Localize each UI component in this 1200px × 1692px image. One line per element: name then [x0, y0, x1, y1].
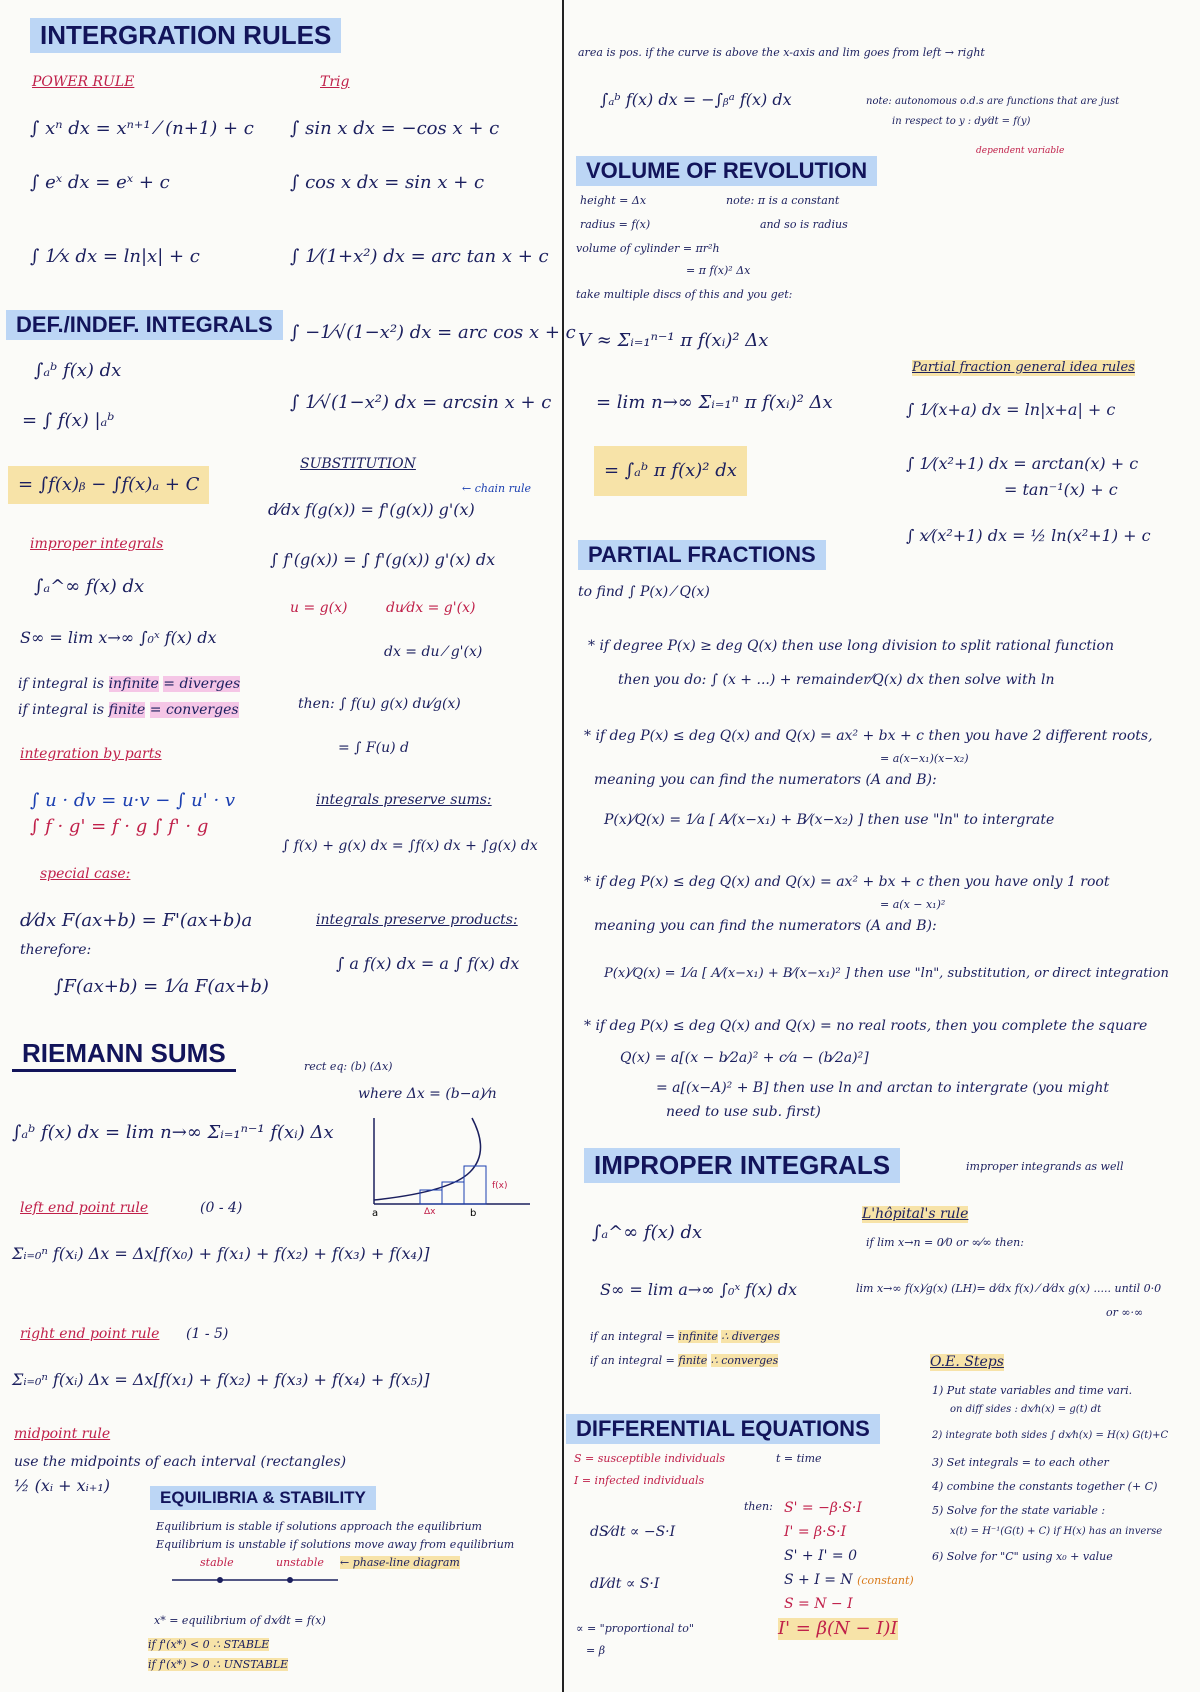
column-divider: [562, 0, 564, 1692]
improper-right-3a: if an integral =: [590, 1330, 675, 1343]
substitution-4: dx = du ⁄ g'(x): [384, 644, 483, 660]
partial-case-4d: need to use sub. first): [666, 1104, 821, 1120]
improper-left-3c: = diverges: [163, 676, 241, 692]
area-note-3: dependent variable: [976, 146, 1065, 156]
riemann-where: where Δx = (b−a)⁄n: [358, 1086, 497, 1102]
phase-line-point-2: [287, 1577, 293, 1583]
right-endpoint-title: right end point rule: [20, 1326, 160, 1342]
trig-rule-4: ∫ −1⁄√(1−x²) dx = arc cos x + c: [290, 322, 576, 343]
riemann-formula: ∫ₐᵇ f(x) dx = lim n→∞ Σᵢ₌₁ⁿ⁻¹ f(xᵢ) Δx: [12, 1122, 334, 1143]
midpoint-2: ½ (xᵢ + xᵢ₊₁): [14, 1476, 110, 1495]
area-note-1: note: autonomous o.d.s are functions that are just: [866, 96, 1120, 107]
equilibria-3: x* = equilibrium of dx⁄dt = f(x): [154, 1614, 326, 1627]
ode-step-5b: x(t) = H⁻¹(G(t) + C) if H(x) has an inverse: [950, 1526, 1163, 1537]
equilibria-title: EQUILIBRIA & STABILITY: [150, 1486, 376, 1510]
substitution-2: ∫ f'(g(x)) = ∫ f'(g(x)) g'(x) dx: [270, 550, 496, 569]
partial-case-4a: * if deg P(x) ≤ deg Q(x) and Q(x) = no real roots, then you complete the square: [584, 1018, 1148, 1034]
partial-case-2b: = a(x−x₁)(x−x₂): [880, 752, 969, 765]
integration-rules-title: INTERGRATION RULES: [30, 18, 341, 53]
improper-right-1: ∫ₐ^∞ f(x) dx: [592, 1222, 703, 1243]
power-rule-heading: POWER RULE: [32, 74, 135, 90]
lhopital-2: lim x→∞ f(x)⁄g(x) (LH)= d⁄dx f(x) ⁄ d⁄dx g(x) ..... until 0·0: [856, 1282, 1162, 1295]
diffeq-sys-1: dS⁄dt ∝ −S·I: [590, 1524, 676, 1540]
riemann-graph-dx: Δx: [424, 1207, 436, 1216]
by-parts-2: ∫ f · g' = f · g ∫ f' · g: [30, 816, 209, 837]
sums-1: ∫ f(x) + g(x) dx = ∫f(x) dx + ∫g(x) dx: [282, 838, 538, 854]
partial-intro: to find ∫ P(x) ⁄ Q(x): [578, 584, 710, 600]
diffeq-eq-3: S' + I' = 0: [784, 1548, 857, 1564]
riemann-rect-3: [464, 1166, 486, 1204]
substitution-note: ← chain rule: [462, 482, 531, 495]
volume-title: VOLUME OF REVOLUTION: [576, 156, 877, 186]
equilibria-stable: stable: [200, 1556, 234, 1569]
improper-left-2: S∞ = lim x→∞ ∫₀ˣ f(x) dx: [20, 628, 217, 647]
partial-rules-2a: ∫ 1⁄(x²+1) dx = arctan(x) + c: [906, 454, 1139, 473]
improper-right-3b: infinite: [678, 1330, 718, 1343]
special-case-1: d⁄dx F(ax+b) = F'(ax+b)a: [20, 910, 253, 931]
trig-rule-1: ∫ sin x dx = −cos x + c: [290, 118, 500, 139]
diffeq-eq-4a: S + I = N: [784, 1572, 853, 1588]
volume-7: = lim n→∞ Σᵢ₌₁ⁿ π f(xᵢ)² Δx: [596, 392, 833, 413]
diffeq-t: t = time: [776, 1452, 822, 1465]
partial-rules-title: Partial fraction general idea rules: [912, 360, 1135, 375]
improper-left-3b: infinite: [108, 676, 159, 692]
improper-left-1: ∫ₐ^∞ f(x) dx: [34, 576, 145, 597]
sums-title: integrals preserve sums:: [316, 792, 492, 808]
right-endpoint-formula: Σᵢ₌₀ⁿ f(xᵢ) Δx = Δx[f(x₁) + f(x₂) + f(x₃) + f(x₄) + f(x₅)]: [12, 1370, 430, 1389]
diffeq-eq-5: S = N − I: [784, 1596, 853, 1612]
partial-case-1b: then you do: ∫ (x + ...) + remainder⁄Q(x) dx then solve with ln: [618, 672, 1055, 688]
trig-rule-3: ∫ 1⁄(1+x²) dx = arc tan x + c: [290, 246, 549, 267]
volume-2-note: and so is radius: [760, 218, 848, 231]
ode-step-3: 3) Set integrals = to each other: [932, 1456, 1109, 1469]
partial-case-3a: * if deg P(x) ≤ deg Q(x) and Q(x) = ax² + bx + c then you have only 1 root: [584, 874, 1110, 890]
products-title: integrals preserve products:: [316, 912, 518, 928]
improper-right-4c: ∴ converges: [710, 1354, 779, 1367]
substitution-title: SUBSTITUTION: [300, 456, 416, 472]
area-1: area is pos. if the curve is above the x-axis and lim goes from left → right: [578, 46, 985, 59]
diffeq-prop: ∝ = "proportional to": [576, 1622, 694, 1635]
power-rule-1: ∫ xⁿ dx = xⁿ⁺¹ ⁄ (n+1) + c: [30, 118, 254, 139]
partial-case-3d: P(x)⁄Q(x) = 1⁄a [ A⁄(x−x₁) + B⁄(x−x₁)² ] then use "ln", substitution, or direct integration: [604, 966, 1169, 981]
right-endpoint-range: (1 - 5): [186, 1326, 229, 1342]
def-indef-3: = ∫f(x)ᵦ − ∫f(x)ₐ + C: [8, 466, 209, 504]
ode-step-1b: on diff sides : dx⁄h(x) = g(t) dt: [950, 1404, 1102, 1415]
riemann-curve: [374, 1118, 481, 1200]
improper-right-4a: if an integral =: [590, 1354, 675, 1367]
riemann-title: RIEMANN SUMS: [12, 1036, 236, 1072]
improper-left-4a: if integral is: [18, 702, 105, 718]
products-1: ∫ a f(x) dx = a ∫ f(x) dx: [336, 954, 520, 973]
equilibria-4: if f'(x*) < 0 ∴ STABLE: [148, 1638, 270, 1651]
improper-right-2: S∞ = lim a→∞ ∫₀ˣ f(x) dx: [600, 1280, 798, 1299]
volume-1: height = Δx: [580, 194, 647, 207]
lhopital-3: or ∞·∞: [1106, 1306, 1144, 1319]
volume-8: = ∫ₐᵇ π f(x)² dx: [594, 446, 747, 496]
improper-right-title: IMPROPER INTEGRALS: [584, 1148, 900, 1183]
improper-right-4b: finite: [678, 1354, 708, 1367]
trig-rule-2: ∫ cos x dx = sin x + c: [290, 172, 485, 193]
ode-step-6: 6) Solve for "C" using x₀ + value: [932, 1550, 1113, 1563]
improper-left-3a: if integral is: [18, 676, 105, 692]
equilibria-unstable: unstable: [276, 1556, 324, 1569]
diffeq-eq-2: I' = β·S·I: [784, 1524, 847, 1540]
power-rule-3: ∫ 1⁄x dx = ln|x| + c: [30, 246, 200, 267]
power-rule-2: ∫ eˣ dx = eˣ + c: [30, 172, 170, 193]
ode-step-4: 4) combine the constants together (+ C): [932, 1480, 1158, 1493]
riemann-rect-note: rect eq: (b) (Δx): [304, 1060, 393, 1073]
lhopital-title: L'hôpital's rule: [862, 1206, 969, 1222]
volume-5: take multiple discs of this and you get:: [576, 288, 793, 301]
riemann-graph: [360, 1112, 540, 1216]
volume-1-note: note: π is a constant: [726, 194, 840, 207]
equilibria-5: if f'(x*) > 0 ∴ UNSTABLE: [148, 1658, 289, 1671]
partial-rules-3: ∫ x⁄(x²+1) dx = ½ ln(x²+1) + c: [906, 526, 1151, 545]
midpoint-1: use the midpoints of each interval (rectangles): [14, 1454, 347, 1470]
equilibria-2: Equilibrium is unstable if solutions move away from equilibrium: [156, 1538, 515, 1551]
ode-step-5a: 5) Solve for the state variable :: [932, 1504, 1106, 1517]
substitution-6: = ∫ F(u) d: [338, 740, 409, 756]
area-note-2: in respect to y : dy⁄dt = f(y): [892, 116, 1031, 127]
lhopital-1: if lim x→n = 0⁄0 or ∞⁄∞ then:: [866, 1236, 1024, 1249]
improper-left-4b: finite: [108, 702, 146, 718]
midpoint-title: midpoint rule: [14, 1426, 111, 1442]
substitution-5: then: ∫ f(u) g(x) du⁄g(x): [298, 696, 461, 712]
trig-rule-5: ∫ 1⁄√(1−x²) dx = arcsin x + c: [290, 392, 552, 413]
special-case-title: special case:: [40, 866, 131, 882]
special-case-2: therefore:: [20, 942, 92, 958]
def-indef-1: ∫ₐᵇ f(x) dx: [34, 360, 122, 381]
partial-case-4c: = a[(x−A)² + B] then use ln and arctan to intergrate (you might: [656, 1080, 1110, 1096]
by-parts-1: ∫ u · dv = u·v − ∫ u' · v: [30, 790, 236, 811]
diffeq-title: DIFFERENTIAL EQUATIONS: [566, 1414, 880, 1444]
partial-rules-1: ∫ 1⁄(x+a) dx = ln|x+a| + c: [906, 400, 1116, 419]
partial-rules-2b: = tan⁻¹(x) + c: [1004, 480, 1118, 499]
partial-case-2c: meaning you can find the numerators (A and B):: [594, 772, 937, 788]
equilibria-phase: ← phase-line diagram: [340, 1556, 460, 1569]
ode-step-2: 2) integrate both sides ∫ dx⁄h(x) = H(x) G(t)+C: [932, 1430, 1169, 1441]
left-endpoint-range: (0 - 4): [200, 1200, 243, 1216]
substitution-1: d⁄dx f(g(x)) = f'(g(x)) g'(x): [268, 500, 475, 519]
riemann-graph-a: a: [372, 1208, 379, 1216]
diffeq-eq-4b: (constant): [857, 1574, 914, 1587]
improper-left-title: improper integrals: [30, 536, 164, 552]
def-indef-title: DEF./INDEF. INTEGRALS: [6, 310, 283, 340]
area-2: ∫ₐᵇ f(x) dx = −∫ᵦᵃ f(x) dx: [600, 90, 792, 109]
diffeq-eq-6: I' = β(N − I)I: [778, 1618, 898, 1639]
partial-case-2a: * if deg P(x) ≤ deg Q(x) and Q(x) = ax² + bx + c then you have 2 different roots,: [584, 728, 1153, 744]
improper-right-note: improper integrands as well: [966, 1160, 1124, 1173]
partial-case-1a: * if degree P(x) ≥ deg Q(x) then use long division to split rational function: [588, 638, 1114, 654]
left-endpoint-formula: Σᵢ₌₀ⁿ f(xᵢ) Δx = Δx[f(x₀) + f(x₁) + f(x₂) + f(x₃) + f(x₄)]: [12, 1244, 430, 1263]
phase-line: [170, 1570, 340, 1590]
partial-case-3b: = a(x − x₁)²: [880, 898, 946, 911]
special-case-3: ∫F(ax+b) = 1⁄a F(ax+b): [54, 976, 269, 997]
by-parts-title: integration by parts: [20, 746, 162, 762]
riemann-graph-f: f(x): [492, 1181, 508, 1191]
diffeq-i: I = infected individuals: [574, 1474, 705, 1487]
partial-fractions-title: PARTIAL FRACTIONS: [578, 540, 826, 570]
improper-right-3c: ∴ diverges: [721, 1330, 780, 1343]
volume-6: V ≈ Σᵢ₌₁ⁿ⁻¹ π f(xᵢ)² Δx: [578, 330, 769, 351]
substitution-3a: u = g(x): [290, 600, 348, 616]
volume-2: radius = f(x): [580, 218, 651, 231]
diffeq-s: S = susceptible individuals: [574, 1452, 726, 1465]
riemann-graph-b: b: [470, 1208, 477, 1216]
diffeq-then: then:: [744, 1500, 773, 1513]
diffeq-sys-2: dI⁄dt ∝ S·I: [590, 1576, 660, 1592]
trig-heading: Trig: [320, 74, 350, 90]
improper-left-4c: = converges: [149, 702, 239, 718]
equilibria-1: Equilibrium is stable if solutions approach the equilibrium: [156, 1520, 482, 1533]
def-indef-2: = ∫ f(x) |ₐᵇ: [22, 410, 115, 431]
left-endpoint-title: left end point rule: [20, 1200, 149, 1216]
diffeq-prop-2: = β: [586, 1644, 606, 1657]
volume-4: = π f(x)² Δx: [686, 264, 751, 277]
partial-case-4b: Q(x) = a[(x − b⁄2a)² + c⁄a − (b⁄2a)²]: [620, 1050, 869, 1066]
partial-case-2d: P(x)⁄Q(x) = 1⁄a [ A⁄(x−x₁) + B⁄(x−x₂) ] then use "ln" to intergrate: [604, 812, 1055, 828]
partial-case-3c: meaning you can find the numerators (A and B):: [594, 918, 937, 934]
ode-steps-title: O.E. Steps: [930, 1354, 1004, 1370]
substitution-3b: du⁄dx = g'(x): [386, 600, 476, 616]
ode-step-1a: 1) Put state variables and time vari.: [932, 1384, 1133, 1397]
diffeq-eq-1: S' = −β·S·I: [784, 1500, 862, 1516]
volume-3: volume of cylinder = πr²h: [576, 242, 720, 255]
phase-line-point-1: [217, 1577, 223, 1583]
